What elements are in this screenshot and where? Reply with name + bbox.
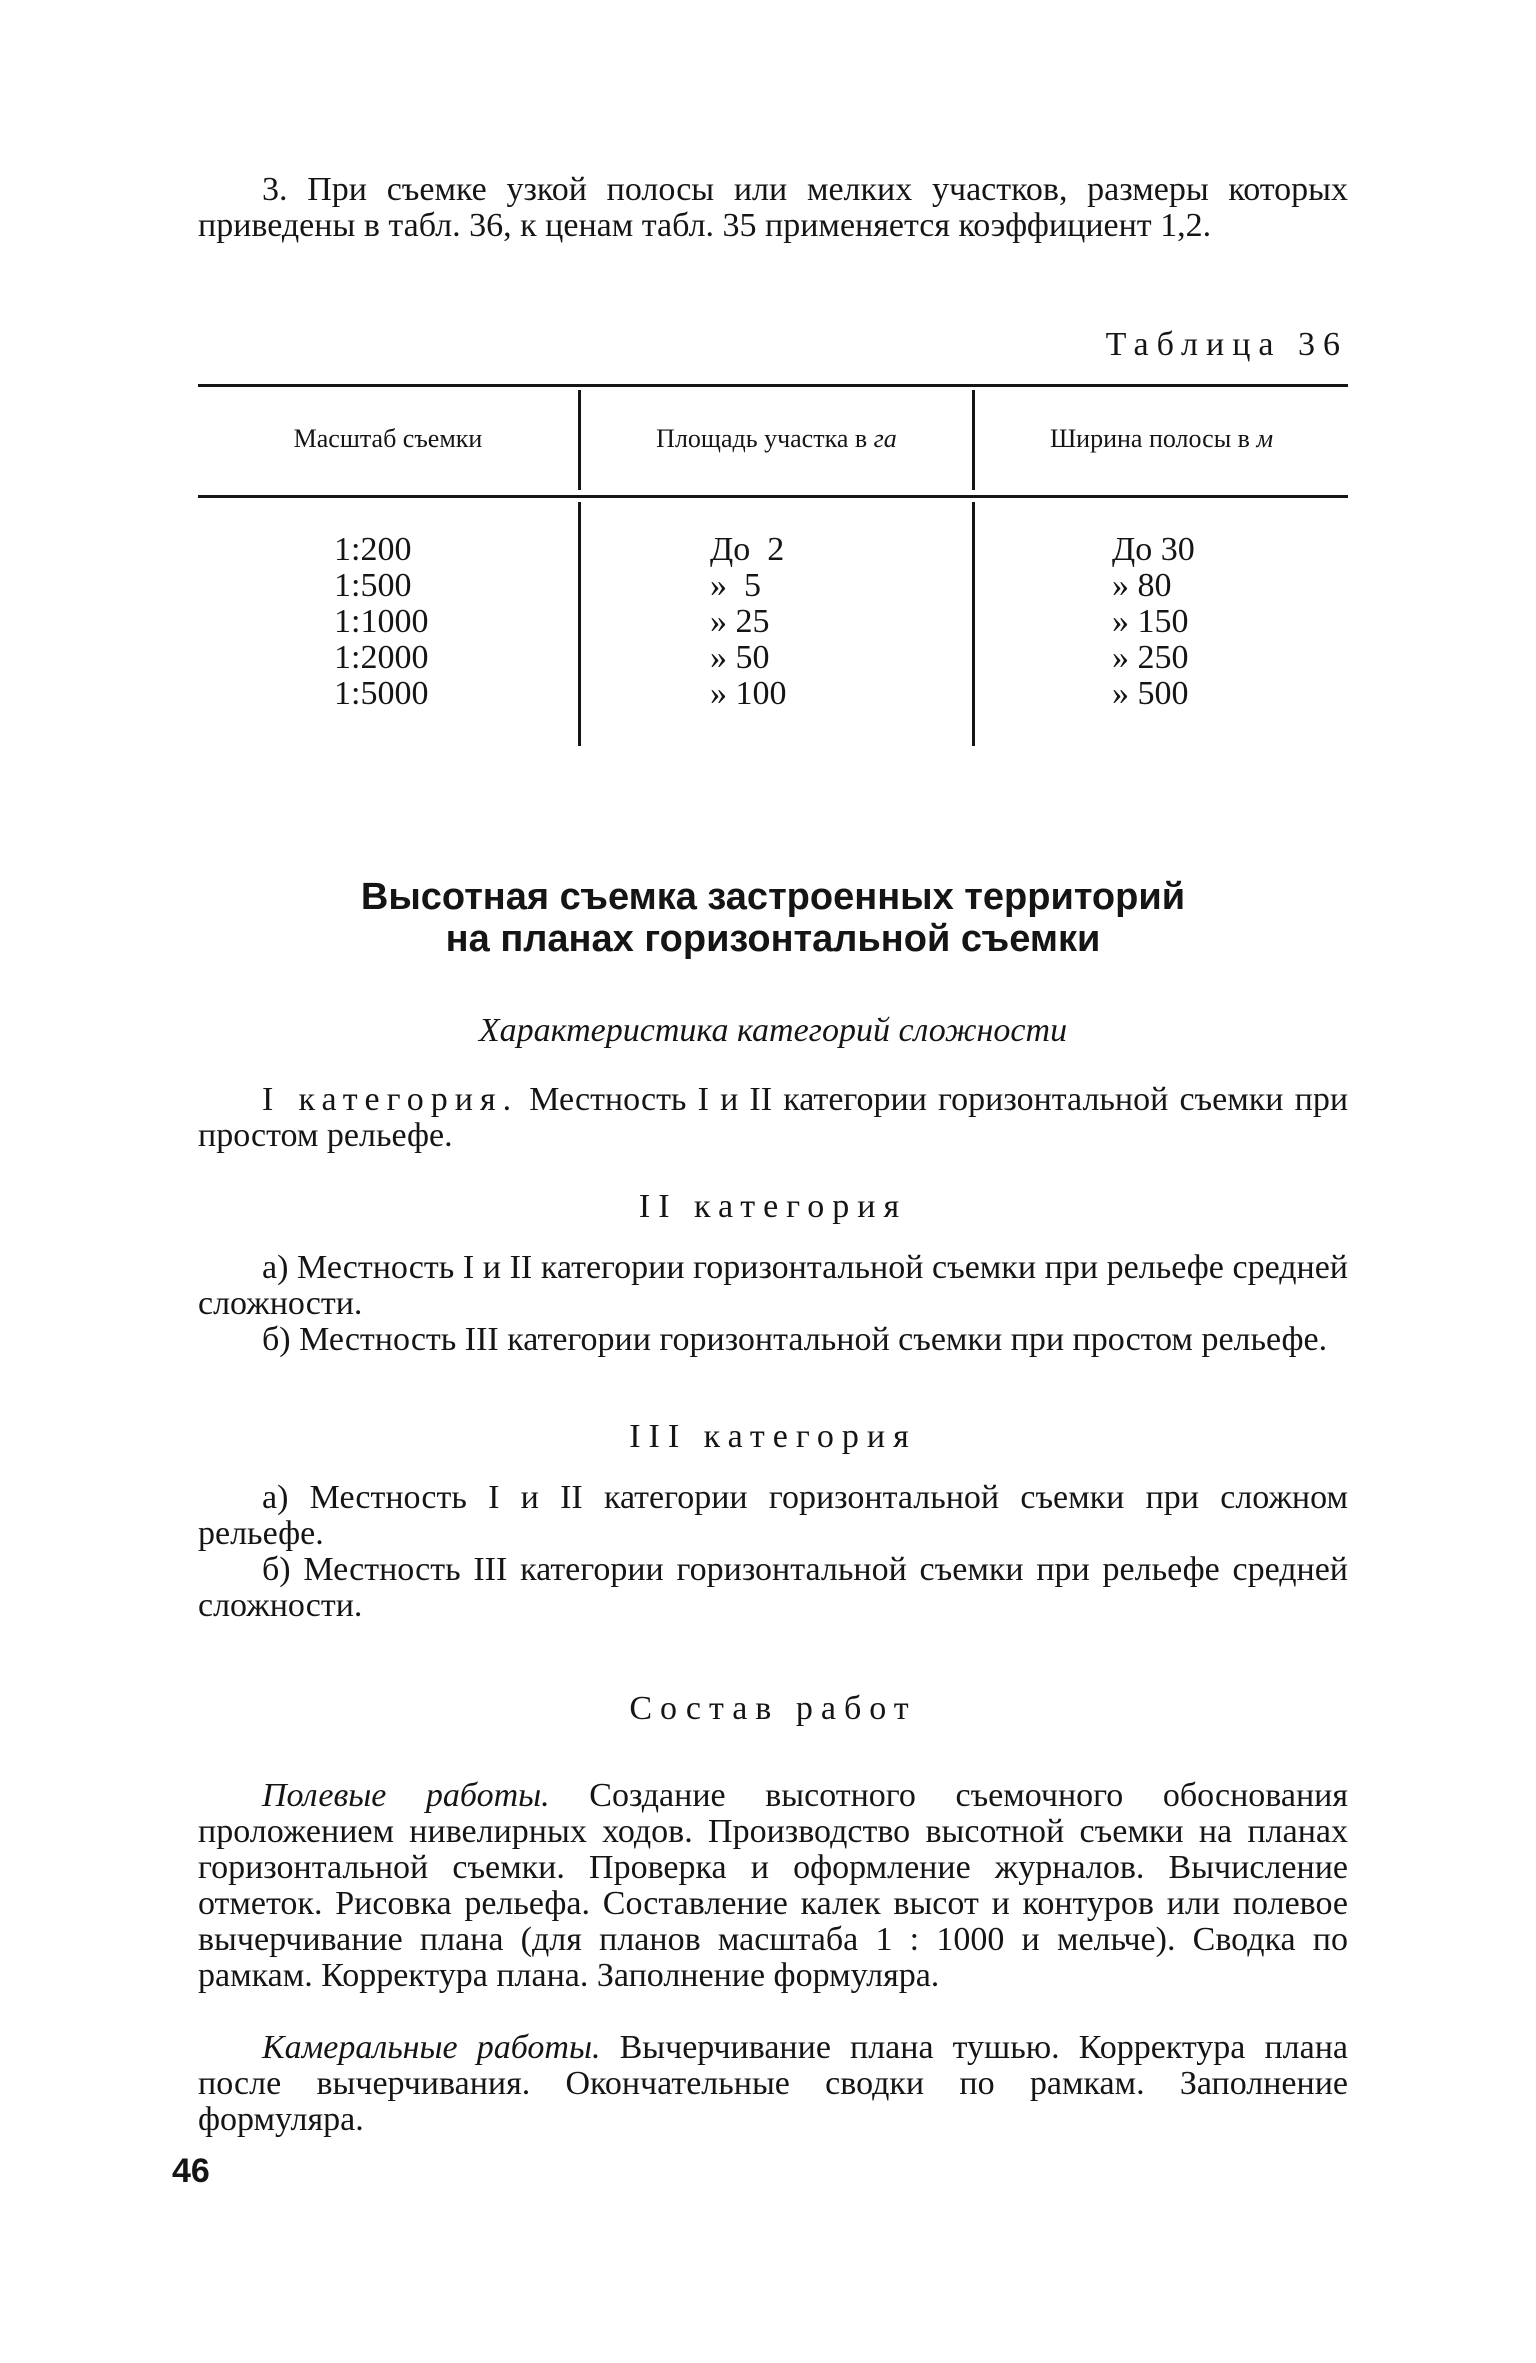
table-cell: » 150: [1112, 603, 1189, 640]
intro-number: 3.: [262, 171, 288, 208]
table-cell: 1:5000: [334, 675, 429, 712]
table-cell: » 100: [710, 675, 787, 712]
category-2-heading: II категория: [638, 1188, 908, 1225]
category-3-item-b: [198, 1552, 1348, 1624]
field-works-text: Создание высотного съемочного обоснования проложением нивелирных ходов. Производство высотной съемки на планах горизонтальной съемки. Проверка и оформление журналов. Вычисление отметок. Рисовка рельефа. Составление калек высот и контуров или полевое вычерчивание плана (для планов масштаба 1 : 1000 и мельче). Сводка по рамкам. Корректура плана. Заполнение формуляра.: [198, 1777, 1349, 1994]
category-1-paragraph: [198, 1082, 1348, 1154]
table-cell: 1:200: [334, 531, 412, 568]
category-1-text: Местность I и II категории горизонтальной съемки при простом рельефе.: [198, 1081, 1349, 1154]
field-works-paragraph: [198, 1778, 1348, 1994]
header-width-unit: м: [1256, 424, 1274, 453]
category-3-item-a: [198, 1480, 1348, 1552]
table-column-divider: [578, 502, 581, 746]
table-cell: » 50: [710, 639, 770, 676]
section-title-line1: Высотная съемка застроенных территорий: [360, 876, 1186, 918]
table-cell: » 500: [1112, 675, 1189, 712]
category-2-item-b: [198, 1322, 1348, 1358]
table-caption: Таблица 36: [1105, 326, 1348, 363]
works-heading: Состав работ: [629, 1690, 917, 1727]
table-cell: До 30: [1112, 531, 1195, 568]
field-works-label: Полевые работы.: [262, 1777, 550, 1814]
scale-column: [334, 532, 474, 712]
category-3-b-text: б) Местность III категории горизонтальной съемки при рельефе средней сложности.: [198, 1551, 1348, 1624]
table-cell: 1:2000: [334, 639, 429, 676]
category-1-label: I категория.: [262, 1081, 519, 1118]
section-subtitle: Характеристика категорий сложности: [478, 1012, 1068, 1049]
page-number: 46: [172, 2152, 210, 2190]
table-cell: 1:1000: [334, 603, 429, 640]
header-area-text: Площадь участка в: [656, 424, 874, 453]
header-area-unit: га: [873, 424, 897, 453]
table-header-rule: [198, 495, 1348, 498]
table-cell: До 2: [710, 531, 785, 568]
intro-paragraph: [198, 172, 1348, 244]
office-works-label: Камеральные работы.: [262, 2029, 601, 2066]
intro-text: При съемке узкой полосы или мелких участков, размеры которых приведены в табл. 36, к ценам табл. 35 применяется коэффициент 1,2.: [198, 171, 1349, 244]
table-cell: » 80: [1112, 567, 1172, 604]
category-2-b-text: б) Местность III категории горизонтальной съемки при простом рельефе.: [262, 1321, 1328, 1358]
table-36: [198, 384, 1348, 748]
category-3-heading: III категория: [629, 1418, 917, 1455]
width-column: [1112, 532, 1262, 712]
category-3-a-text: а) Местность I и II категории горизонтальной съемки при сложном рельефе.: [198, 1479, 1348, 1552]
category-2-a-text: а) Местность I и II категории горизонтальной съемки при рельефе средней сложности.: [198, 1249, 1348, 1322]
header-scale: Масштаб съемки: [293, 424, 483, 453]
header-area: [581, 414, 972, 464]
table-cell: » 25: [710, 603, 770, 640]
table-top-rule: [198, 384, 1348, 387]
category-2-item-a: [198, 1250, 1348, 1322]
table-cell: 1:500: [334, 567, 412, 604]
header-width: [975, 414, 1348, 464]
section-title-line2: на планах горизонтальной съемки: [445, 918, 1101, 960]
table-cell: » 250: [1112, 639, 1189, 676]
office-works-paragraph: [198, 2030, 1348, 2138]
office-works-text: Вычерчивание плана тушью. Корректура плана после вычерчивания. Окончательные сводки по рамкам. Заполнение формуляра.: [198, 2029, 1349, 2138]
table-cell: » 5: [710, 567, 761, 604]
header-width-text: Ширина полосы в: [1049, 424, 1257, 453]
area-column: [710, 532, 860, 712]
table-column-divider: [972, 502, 975, 746]
